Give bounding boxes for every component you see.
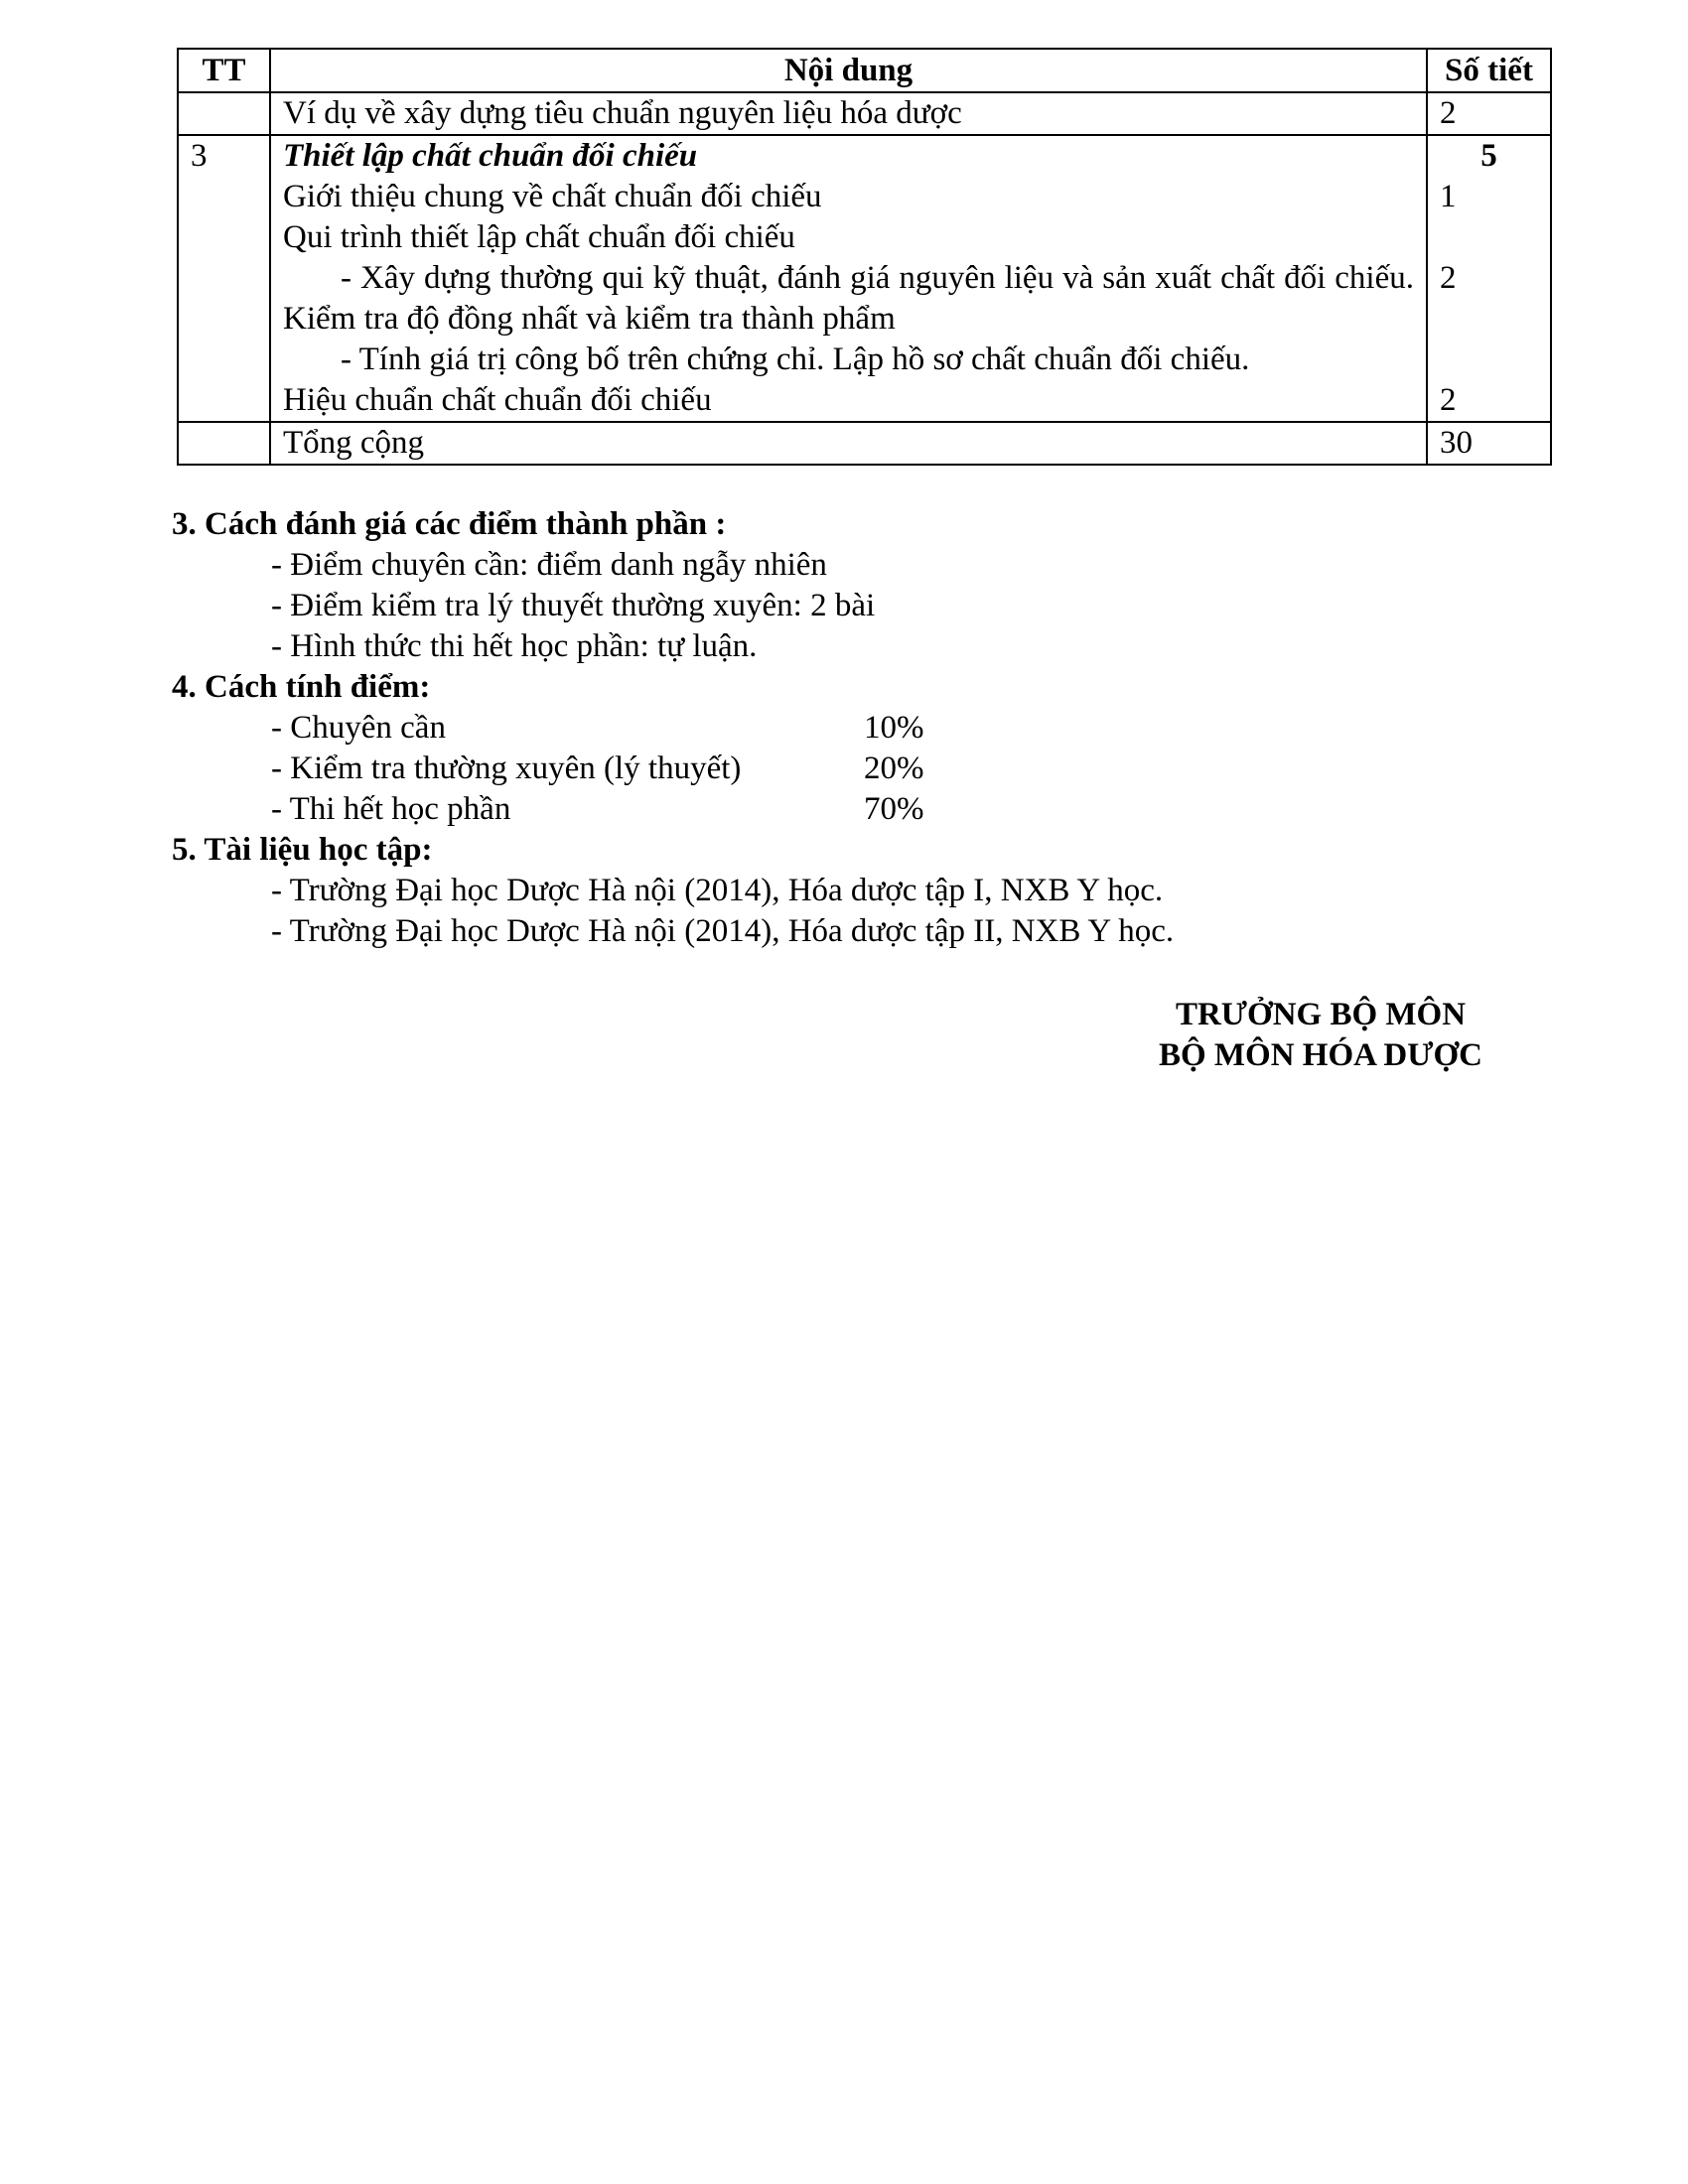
grading-weight: 10%	[864, 710, 924, 746]
row-tt	[178, 92, 270, 135]
section-3-line-1-hours: 1	[1440, 179, 1457, 214]
section-3-line-1: Giới thiệu chung về chất chuẩn đối chiếu	[283, 179, 822, 214]
table-total-row	[178, 422, 1551, 465]
grading-weight: 70%	[864, 791, 924, 827]
section-3-line-3: - Xây dựng thường qui kỹ thuật, đánh giá nguyên liệu và sản xuất chất đối chiếu. Kiểm tra độ đồng nhất và kiểm tra thành phẩm	[283, 260, 1414, 337]
section-3-title: Thiết lập chất chuẩn đối chiếu	[283, 138, 698, 174]
row-hours: 2	[1427, 92, 1551, 135]
assessment-item: - Điểm chuyên cần: điểm danh ngẫy nhiên	[271, 547, 827, 583]
grading-label: - Kiểm tra thường xuyên (lý thuyết)	[271, 751, 742, 786]
section-3-hours	[1427, 135, 1551, 422]
signature-department: BỘ MÔN HÓA DƯỢC	[1158, 1037, 1483, 1073]
materials-item: - Trường Đại học Dược Hà nội (2014), Hóa dược tập I, NXB Y học.	[271, 873, 1164, 908]
row-content: Ví dụ về xây dựng tiêu chuẩn nguyên liệu hóa dược	[270, 92, 1427, 135]
total-tt	[178, 422, 270, 465]
grading-label: - Chuyên cần	[271, 710, 446, 746]
signature-block	[1092, 995, 1549, 1076]
syllabus-table	[177, 48, 1552, 466]
section-3-title-hours: 5	[1480, 138, 1497, 174]
section-3-spacer-a	[1440, 299, 1538, 340]
total-hours: 30	[1427, 422, 1551, 465]
syllabus-sections	[172, 504, 1562, 952]
table-row-section-3	[178, 135, 1551, 422]
section-3-line-3-hours: 2	[1440, 260, 1457, 296]
table-row	[178, 92, 1551, 135]
header-content: Nội dung	[270, 49, 1427, 92]
header-tt: TT	[178, 49, 270, 92]
assessment-heading: 3. Cách đánh giá các điểm thành phần :	[172, 506, 727, 542]
table-header-row	[178, 49, 1551, 92]
grading-weight: 20%	[864, 751, 924, 786]
materials-heading: 5. Tài liệu học tập:	[172, 832, 433, 868]
section-3-tt: 3	[178, 135, 270, 422]
total-label: Tổng cộng	[270, 422, 1427, 465]
section-3-line-4: - Tính giá trị công bố trên chứng chỉ. Lập hồ sơ chất chuẩn đối chiếu.	[341, 341, 1250, 377]
grading-label: - Thi hết học phần	[271, 791, 511, 827]
grading-row	[172, 708, 1562, 749]
section-3-content	[270, 135, 1427, 422]
signature-title: TRƯỞNG BỘ MÔN	[1175, 997, 1467, 1032]
materials-item: - Trường Đại học Dược Hà nội (2014), Hóa dược tập II, NXB Y học.	[271, 913, 1175, 949]
section-3-line-2-hours	[1440, 217, 1538, 258]
section-3-line-2: Qui trình thiết lập chất chuẩn đối chiếu	[283, 219, 795, 255]
header-hours: Số tiết	[1427, 49, 1551, 92]
section-3-spacer-b	[1440, 340, 1538, 380]
grading-row	[172, 749, 1562, 789]
grading-row	[172, 789, 1562, 830]
assessment-item: - Điểm kiểm tra lý thuyết thường xuyên: 2 bài	[271, 588, 876, 623]
grading-heading: 4. Cách tính điểm:	[172, 669, 431, 705]
section-3-line-5-hours: 2	[1440, 382, 1457, 418]
section-3-line-5: Hiệu chuẩn chất chuẩn đối chiếu	[283, 382, 712, 418]
assessment-item: - Hình thức thi hết học phần: tự luận.	[271, 628, 758, 664]
